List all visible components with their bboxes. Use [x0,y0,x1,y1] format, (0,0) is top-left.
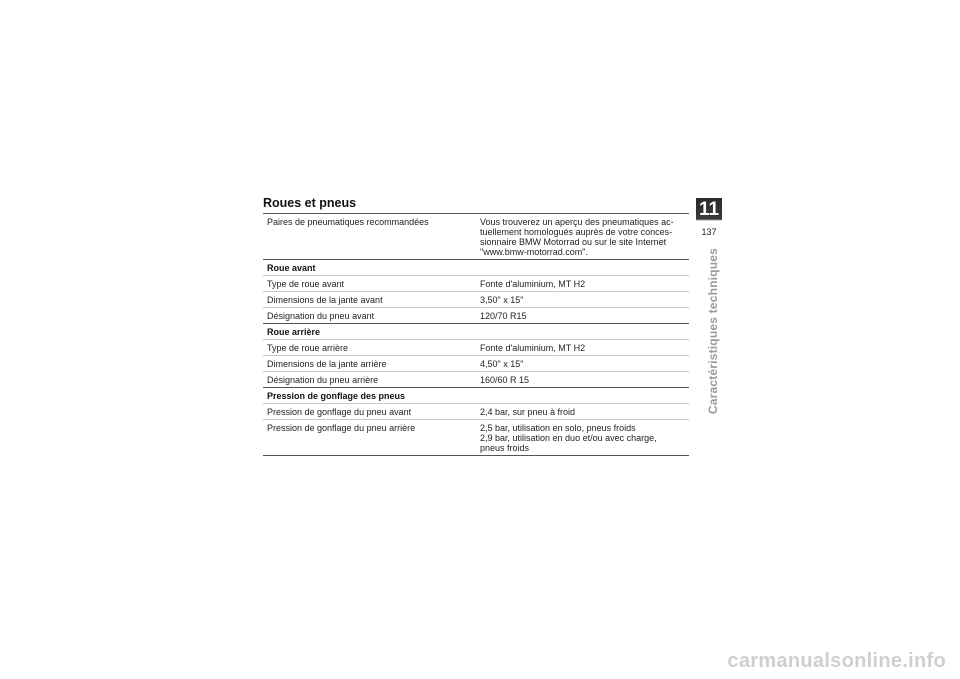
page-number: 137 [701,227,717,237]
section-title: Roues et pneus [263,196,357,210]
table-row [263,340,689,356]
chapter-number: 11 [698,199,720,220]
row-value: 160/60 R 15 [480,375,530,385]
table-row [263,420,689,456]
table-row [263,214,689,260]
table-row [263,276,689,292]
table-subheading [263,324,689,340]
chapter-side-label [706,248,720,414]
row-label: Désignation du pneu arrière [267,375,379,385]
table-row [263,292,689,308]
table-row [263,356,689,372]
subheading-label: Roue avant [267,263,316,273]
row-label: Type de roue avant [267,279,345,289]
row-label: Paires de pneumatiques recommandées [267,217,429,227]
watermark: carmanualsonline.info [727,650,946,672]
subheading-label: Pression de gonflage des pneus [267,391,406,401]
table-row [263,308,689,324]
row-label: Dimensions de la jante arrière [267,359,387,369]
row-value: 4,50" x 15" [480,359,524,369]
spec-table [263,213,689,456]
table-subheading [263,388,689,404]
row-value: Fonte d'aluminium, MT H2 [480,279,586,289]
row-label: Pression de gonflage du pneu arrière [267,423,416,433]
row-label: Type de roue arrière [267,343,349,353]
table-subheading [263,260,689,276]
table-row [263,404,689,420]
row-label: Pression de gonflage du pneu avant [267,407,412,417]
chapter-title: Caractéristiques techniques [706,248,720,415]
row-value: 120/70 R15 [480,311,527,321]
row-label: Désignation du pneu avant [267,311,375,321]
row-label: Dimensions de la jante avant [267,295,383,305]
row-value: 2,4 bar, sur pneu à froid [480,407,576,417]
row-value: 2,5 bar, utilisation en solo, pneus froids 2,9 bar, utilisation en duo et/ou avec charge, pneus froids [480,423,657,453]
row-value: Vous trouverez un aperçu des pneumatiques ac- tuellement homologués auprès de votre conces- sionnaire BMW Motorrad ou sur le site Internet "www.bmw-motorrad.com". [480,217,674,257]
table-row [263,372,689,388]
subheading-label: Roue arrière [267,327,321,337]
row-value: Fonte d'aluminium, MT H2 [480,343,586,353]
row-value: 3,50" x 15" [480,295,524,305]
